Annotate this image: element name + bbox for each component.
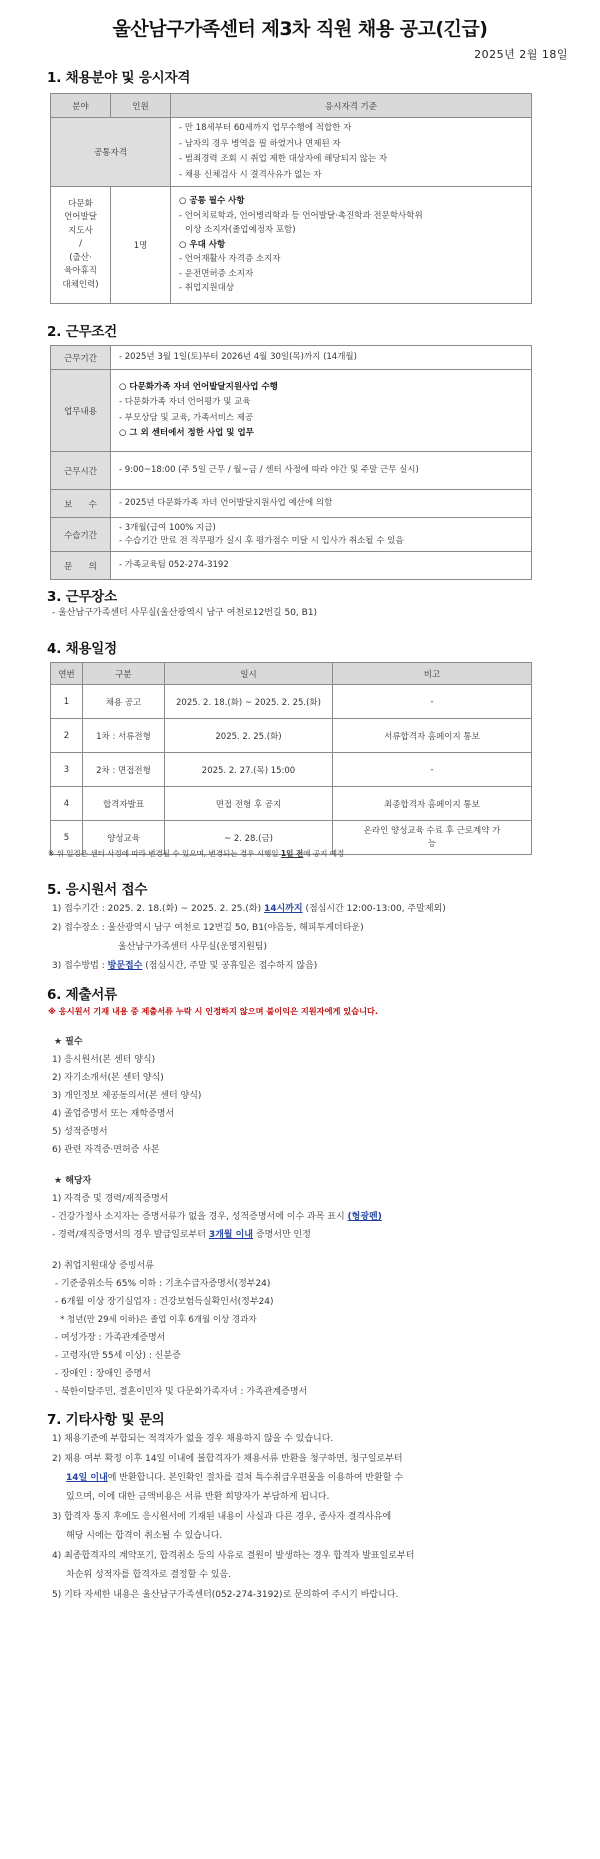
work-location: - 울산남구가족센터 사무실(울산광역시 남구 여천로12번길 50, B1) <box>52 608 318 618</box>
job-field-line: 대체인력) <box>62 279 99 290</box>
list-item-cont: 해당 시에는 합격이 취소될 수 있습니다. <box>66 1531 223 1541</box>
row-no: 1 <box>51 685 83 719</box>
section-5-heading: 5. 응시원서 접수 <box>47 882 148 898</box>
list-item: 2) 자기소개서(본 센터 양식) <box>52 1073 164 1083</box>
list-item: - 기준중위소득 65% 이하 : 기초수급자증명서(정부24) <box>52 1279 271 1289</box>
duty-heading: ○ 다문화가족 자녀 언어발달지원사업 수행 <box>119 381 278 392</box>
col-header-criteria: 응시자격 기준 <box>171 94 532 118</box>
pay-label: 보 수 <box>51 490 111 518</box>
row-no: 5 <box>51 821 83 855</box>
list-item <box>52 1229 311 1241</box>
highlight-emphasis: (형광펜) <box>347 1212 382 1222</box>
list-item: 2) 채용 여부 확정 이후 14일 이내에 불합격자가 채용서류 반환을 청구하면, 청구일로부터 <box>52 1454 403 1464</box>
list-item: - 취업지원대상 <box>179 283 235 294</box>
deadline-emphasis: 14시까지 <box>263 904 303 914</box>
row-date: 면접 전형 후 공지 <box>165 787 333 821</box>
list-item: - 만 18세부터 60세까지 업무수행에 적합한 자 <box>179 123 352 133</box>
col-header-note: 비고 <box>333 663 532 685</box>
table-row <box>51 753 532 787</box>
period-label: 근무기간 <box>51 346 111 370</box>
col-header-date: 일시 <box>165 663 333 685</box>
page-title: 울산남구가족센터 제3차 직원 채용 공고(긴급) <box>112 18 488 40</box>
list-item: * 청년(만 29세 이하)은 졸업 이후 6개월 이상 경과자 <box>52 1315 257 1325</box>
list-item: - 6개월 이상 장기실업자 : 건강보험득실확인서(정부24) <box>52 1297 274 1307</box>
list-item: 1) 응시원서(본 센터 양식) <box>52 1055 156 1065</box>
duty-heading: ○ 그 외 센터에서 정한 사업 및 업무 <box>119 428 254 438</box>
job-field-line: 육아휴직 <box>64 266 97 277</box>
list-item: - 수습기간 만료 전 직무평가 실시 후 평가점수 미달 시 입사가 취소될 수 있음 <box>119 535 404 546</box>
preferred-heading: ○ 우대 사항 <box>179 239 226 250</box>
footnote-emphasis: 1일 전 <box>280 849 304 858</box>
list-item: - 남자의 경우 병역을 필 하였거나 면제된 자 <box>179 138 341 149</box>
requirements <box>171 187 532 304</box>
receipt-period <box>52 903 446 915</box>
col-header-no: 연번 <box>51 663 83 685</box>
list-text: - 건강가정사 소지자는 증명서류가 없을 경우, 성적증명서에 이수 과목 표시 <box>52 1212 348 1222</box>
fourteen-days-emphasis: 14일 이내 <box>66 1473 108 1483</box>
list-item-cont: 있으며, 이에 대한 금액비용은 서류 반환 희망자가 부담하게 됩니다. <box>66 1492 330 1502</box>
receipt-place-detail: 울산남구가족센터 사무실(운영지원팀) <box>118 942 267 952</box>
section-6-heading: 6. 제출서류 <box>47 987 117 1003</box>
receipt-period-text: 1) 접수기간 : 2025. 2. 18.(화) ~ 2025. 2. 25.(화) <box>52 904 264 914</box>
list-item: - 채용 신체검사 시 결격사유가 없는 자 <box>179 169 322 180</box>
common-qualification-label: 공통자격 <box>51 118 171 187</box>
receipt-method <box>52 960 317 972</box>
qualification-table <box>50 93 532 304</box>
list-item: 3) 개인정보 제공동의서(본 센터 양식) <box>52 1091 202 1101</box>
list-item: 2) 취업지원대상 증빙서류 <box>52 1261 154 1271</box>
job-field-line: 지도사 <box>68 225 93 236</box>
list-item: - 언어재활사 자격증 소지자 <box>179 254 281 265</box>
receipt-method-text: 3) 접수방법 : <box>52 961 108 971</box>
list-item-cont: 차순위 성적자를 합격자로 결정할 수 있음. <box>66 1570 231 1580</box>
list-item: - 부모상담 및 교육, 가족서비스 제공 <box>119 412 254 423</box>
row-note: 온라인 양성교육 수료 후 근로계약 가능 <box>333 821 532 855</box>
table-row <box>51 719 532 753</box>
probation-label: 수습기간 <box>51 518 111 552</box>
list-item: 1) 자격증 및 경력/재직증명서 <box>52 1194 169 1204</box>
list-item: 4) 졸업증명서 또는 재학증명서 <box>52 1109 175 1119</box>
job-field <box>51 187 111 304</box>
pay-value: - 2025년 다문화가족 자녀 언어발달지원사업 예산에 의함 <box>111 490 532 518</box>
list-item-cont <box>66 1472 403 1484</box>
row-type: 1차 : 서류전형 <box>83 719 165 753</box>
list-item: - 언어치료학과, 언어병리학과 등 언어발달·촉진학과 전문학사학위 <box>179 210 423 221</box>
list-item: 6) 관련 자격증·면허증 사본 <box>52 1145 160 1155</box>
headcount: 1명 <box>111 187 171 304</box>
row-type: 2차 : 면접전형 <box>83 753 165 787</box>
required-docs-heading: ★ 필수 <box>54 1037 83 1047</box>
footnote-text: ※ 위 일정은 센터 사정에 따라 변경될 수 있으며, 변경되는 경우 시행일 <box>48 849 281 858</box>
row-no: 4 <box>51 787 83 821</box>
list-item: 5) 성적증명서 <box>52 1127 108 1137</box>
list-item: 5) 기타 자세한 내용은 울산남구가족센터(052-274-3192)로 문의하여 주시기 바랍니다. <box>52 1590 399 1600</box>
visit-emphasis: 방문접수 <box>107 961 143 971</box>
optional-docs-heading: ★ 해당자 <box>54 1176 92 1186</box>
row-date: ~ 2. 28.(금) <box>165 821 333 855</box>
list-item: - 장애인 : 장애인 증명서 <box>52 1369 151 1379</box>
list-item: - 범죄경력 조회 시 취업 제한 대상자에 해당되지 않는 자 <box>179 154 388 164</box>
section-4-heading: 4. 채용일정 <box>47 641 117 657</box>
duty-value <box>111 370 532 452</box>
conditions-table <box>50 345 532 580</box>
list-item: - 3개월(급여 100% 지급) <box>119 522 216 533</box>
probation-value <box>111 518 532 552</box>
job-field-line: (출산· <box>69 252 92 263</box>
inquiry-value: - 가족교육팀 052-274-3192 <box>111 552 532 580</box>
row-type: 채용 공고 <box>83 685 165 719</box>
row-date: 2025. 2. 18.(화) ~ 2025. 2. 25.(화) <box>165 685 333 719</box>
row-type: 합격자발표 <box>83 787 165 821</box>
row-type: 양성교육 <box>83 821 165 855</box>
submission-warning: ※ 응시원서 기재 내용 중 제출서류 누락 시 인정하지 않으며 불이익은 지원자에게 있습니다. <box>48 1006 379 1016</box>
row-no: 3 <box>51 753 83 787</box>
three-months-emphasis: 3개월 이내 <box>208 1230 253 1240</box>
row-note: 서류합격자 홈페이지 통보 <box>333 719 532 753</box>
col-header-count: 인원 <box>111 94 171 118</box>
list-text: - 경력/재직증명서의 경우 발급일로부터 <box>52 1230 209 1240</box>
list-item: 3) 합격자 통지 후에도 응시원서에 기재된 내용이 사실과 다른 경우, 종사자 결격사유에 <box>52 1512 392 1522</box>
announcement-date: 2025년 2월 18일 <box>474 48 568 61</box>
list-item: 이상 소지자(졸업예정자 포함) <box>185 225 296 236</box>
list-item: - 북한이탈주민, 결혼이민자 및 다문화가족자녀 : 가족관계증명서 <box>52 1387 308 1397</box>
section-1-heading: 1. 채용분야 및 응시자격 <box>47 70 191 86</box>
period-value: - 2025년 3월 1일(토)부터 2026년 4월 30일(목)까지 (14개월) <box>111 346 532 370</box>
hours-label: 근무시간 <box>51 452 111 490</box>
section-2-heading: 2. 근무조건 <box>47 324 117 340</box>
list-item: 4) 최종합격자의 계약포기, 합격취소 등의 사유로 결원이 발생하는 경우 합격자 발표일로부터 <box>52 1551 415 1561</box>
list-item: - 고령자(만 55세 이상) : 신분증 <box>52 1351 181 1361</box>
row-note: - <box>333 685 532 719</box>
duty-label: 업무내용 <box>51 370 111 452</box>
list-item: - 다문화가족 자녀 언어평가 및 교육 <box>119 397 251 407</box>
list-text: 에 반환합니다. 본인확인 절차를 걸쳐 특수취급우편물을 이용하여 반환할 수 <box>107 1473 404 1483</box>
list-item: - 여성가장 : 가족관계증명서 <box>52 1333 166 1343</box>
list-item <box>52 1211 382 1223</box>
receipt-period-note: (점심시간 12:00-13:00, 주말제외) <box>302 904 446 914</box>
receipt-place: 2) 접수장소 : 울산광역시 남구 여천로 12번길 50, B1(야음동, 해피투게더타운) <box>52 923 364 933</box>
list-text: 증명서만 인정 <box>253 1230 311 1240</box>
list-item: - 운전면허증 소지자 <box>179 268 254 279</box>
row-no: 2 <box>51 719 83 753</box>
list-item: 1) 채용기준에 부합되는 적격자가 없을 경우 채용하지 않을 수 있습니다. <box>52 1434 334 1444</box>
inquiry-label: 문 의 <box>51 552 111 580</box>
col-header-field: 분야 <box>51 94 111 118</box>
common-qualification-list <box>171 118 532 187</box>
col-header-type: 구분 <box>83 663 165 685</box>
row-date: 2025. 2. 27.(목) 15:00 <box>165 753 333 787</box>
schedule-table <box>50 662 532 855</box>
row-date: 2025. 2. 25.(화) <box>165 719 333 753</box>
job-field-line: / <box>79 239 82 250</box>
row-note: - <box>333 753 532 787</box>
section-3-heading: 3. 근무장소 <box>47 589 117 605</box>
job-field-line: 다문화 <box>68 198 93 209</box>
hours-value: - 9:00~18:00 (주 5일 근무 / 월~금 / 센터 사정에 따라 야간 및 주말 근무 실시) <box>111 452 532 490</box>
schedule-footnote <box>48 848 344 860</box>
row-note: 최종합격자 홈페이지 통보 <box>333 787 532 821</box>
required-heading: ○ 공통 필수 사항 <box>179 196 245 207</box>
receipt-method-note: (점심시간, 주말 및 공휴일은 접수하지 않음) <box>142 961 318 971</box>
section-7-heading: 7. 기타사항 및 문의 <box>47 1412 165 1428</box>
table-row <box>51 787 532 821</box>
footnote-text: 에 공지 예정 <box>303 849 345 858</box>
table-row <box>51 685 532 719</box>
job-field-line: 언어발달 <box>64 212 97 223</box>
